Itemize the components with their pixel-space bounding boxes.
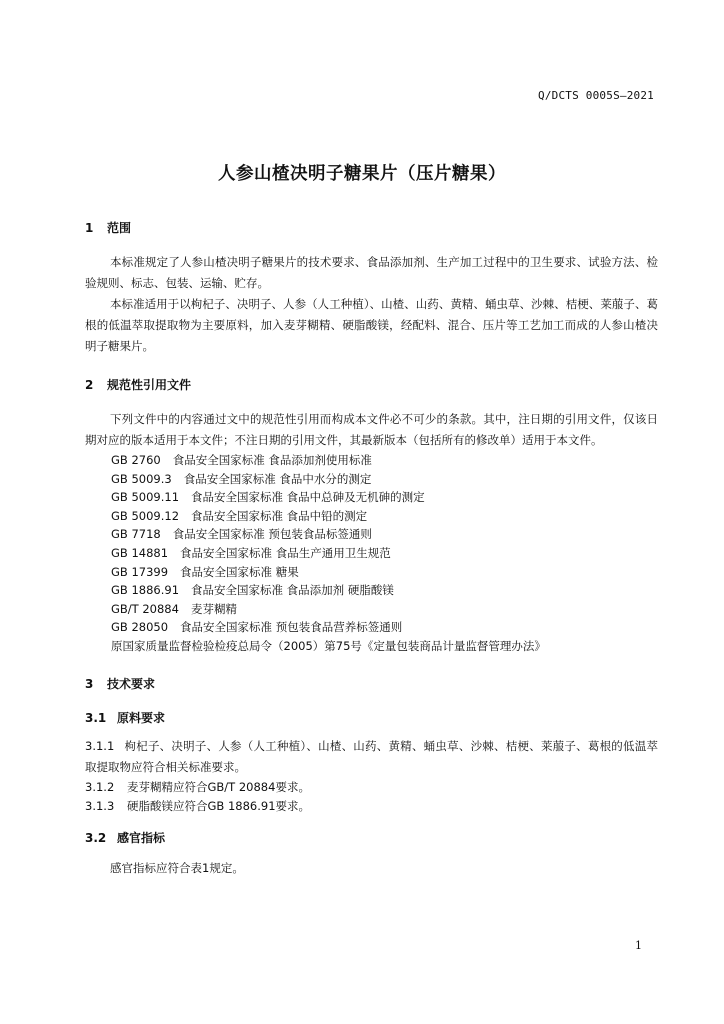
section-number: 2 [85,378,94,392]
subsection-number: 3.1 [85,710,107,725]
clause-number: 3.1.1 [85,738,115,753]
clause-text: 麦芽糊精应符合GB/T 20884要求。 [127,779,310,794]
reference-title: 食品安全国家标准 食品添加剂 硬脂酸镁 [191,583,394,598]
reference-code: GB 17399 [111,564,169,579]
subsection-sensory-heading [85,828,658,848]
subsection-number: 3.2 [85,830,107,845]
reference-code: GB 14881 [111,545,169,560]
reference-title: 食品安全国家标准 预包装食品营养标签通则 [180,620,403,635]
reference-title: 食品安全国家标准 糖果 [180,564,299,579]
section-title: 技术要求 [107,676,156,691]
clause-number: 3.1.3 [85,798,115,813]
clause-3-1-1 [85,736,658,778]
clause-text: 硬脂酸镁应符合GB 1886.91要求。 [127,798,311,813]
subsection-raw-materials-heading [85,708,658,728]
subsection-title: 原料要求 [117,710,166,725]
standard-code: Q/DCTS 0005S—2021 [538,89,654,102]
reference-item [85,470,658,489]
clause-3-1-3 [85,797,658,816]
scope-paragraph: 本标准规定了人参山楂决明子糖果片的技术要求、食品添加剂、生产加工过程中的卫生要求、试验方法、检验规则、标志、包装、运输、贮存。 [85,255,658,290]
reference-code: GB 28050 [111,620,169,635]
reference-item [85,563,658,582]
reference-item [85,618,658,637]
section-technical-heading [85,672,658,696]
section-title: 规范性引用文件 [107,378,192,392]
reference-code: GB 5009.11 [111,490,180,505]
reference-title: 食品安全国家标准 食品中铅的测定 [191,508,368,523]
reference-title: 食品安全国家标准 食品添加剂使用标准 [172,453,372,467]
page-number: 1 [635,939,642,952]
clause-3-1-2 [85,778,658,797]
reference-item [85,451,658,470]
section-scope-heading [85,216,658,240]
section-number: 3 [85,676,94,691]
reference-code: GB 7718 [111,527,161,542]
reference-title: 食品安全国家标准 食品中总砷及无机砷的测定 [191,490,425,505]
reference-title: 食品安全国家标准 食品中水分的测定 [183,471,372,486]
document-body [85,216,658,879]
reference-title: 食品安全国家标准 预包装食品标签通则 [172,527,372,542]
reference-title: 原国家质量监督检验检疫总局令（2005）第75号《定量包装商品计量监督管理办法》 [111,638,546,653]
reference-code: GB 5009.12 [111,508,180,523]
reference-title: 麦芽糊精 [190,601,237,616]
reference-item [85,637,658,656]
reference-title: 食品安全国家标准 食品生产通用卫生规范 [180,545,391,560]
subsection-title: 感官指标 [117,830,166,845]
references-intro: 下列文件中的内容通过文中的规范性引用而构成本文件必不可少的条款。其中，注日期的引用文件，仅该日期对应的版本适用于本文件；不注日期的引用文件，其最新版本（包括所有的修改单）适用于本文件。 [85,412,658,447]
reference-item [85,544,658,563]
reference-item [85,581,658,600]
clause-number: 3.1.2 [85,779,115,794]
scope-paragraph: 本标准适用于以枸杞子、决明子、人参（人工种植）、山楂、山药、黄精、蛹虫草、沙棘、桔梗、莱菔子、葛根的低温萃取提取物为主要原料，加入麦芽糊精、硬脂酸镁，经配料、混合、压片等工艺加工而成的人参山楂决明子糖果片。 [85,297,658,353]
reference-item [85,600,658,619]
clause-text: 枸杞子、决明子、人参（人工种植）、山楂、山药、黄精、蛹虫草、沙棘、桔梗、莱菔子、葛根的低温萃取提取物应符合相关标准要求。 [85,738,658,774]
section-number: 1 [85,221,94,235]
section-references-heading [85,373,658,397]
reference-code: GB 5009.3 [111,471,172,486]
reference-code: GB 2760 [111,453,161,467]
document-title: 人参山楂决明子糖果片（压片糖果） [218,164,506,184]
reference-code: GB 1886.91 [111,583,180,598]
reference-item [85,507,658,526]
reference-code: GB/T 20884 [111,601,179,616]
section-title: 范围 [107,221,132,235]
sensory-paragraph: 感官指标应符合表1规定。 [110,860,244,875]
reference-list [85,451,658,656]
reference-item [85,525,658,544]
reference-item [85,488,658,507]
